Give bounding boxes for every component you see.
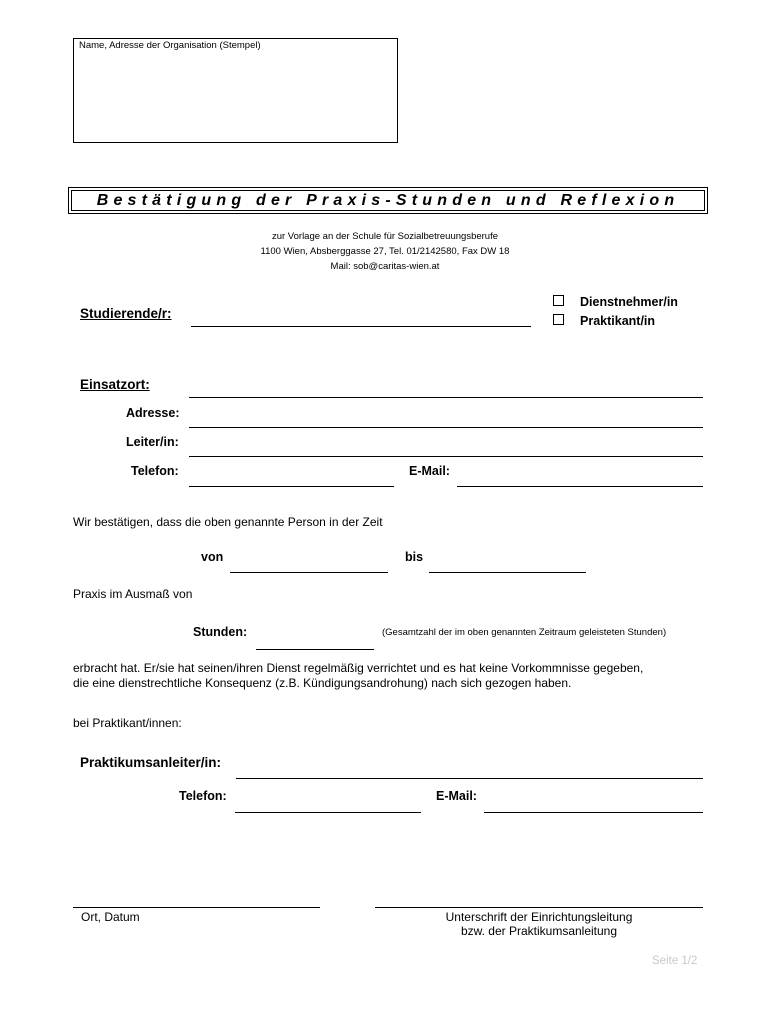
einsatzort-email-field[interactable]	[457, 486, 703, 487]
einsatzort-field[interactable]	[189, 397, 703, 398]
anleiter-label: Praktikumsanleiter/in:	[80, 755, 222, 770]
leiter-label: Leiter/in:	[126, 435, 179, 449]
praktikant-section-text: bei Praktikant/innen:	[73, 716, 182, 730]
stamp-box-label: Name, Adresse der Organisation (Stempel)	[79, 40, 261, 51]
form-title: Bestätigung der Praxis-Stunden und Reflexion	[71, 190, 705, 211]
ort-datum-label: Ort, Datum	[81, 910, 140, 924]
student-name-field[interactable]	[191, 326, 531, 327]
school-mail-line: Mail: sob@caritas-wien.at	[330, 261, 440, 272]
signature-label-line-1: Unterschrift der Einrichtungsleitung	[445, 910, 633, 924]
page-number: Seite 1/2	[652, 955, 698, 967]
praxis-text: Praxis im Ausmaß von	[73, 587, 193, 601]
student-label: Studierende/r:	[80, 306, 172, 321]
stunden-hint: (Gesamtzahl der im oben genannten Zeitraum geleisteten Stunden)	[382, 627, 667, 638]
anleiter-telefon-field[interactable]	[235, 812, 421, 813]
erbracht-line-1: erbracht hat. Er/sie hat seinen/ihren Dienst regelmäßig verrichtet und es hat keine Vorkommnisse gegeben,	[73, 661, 644, 675]
organisation-stamp-box[interactable]	[73, 38, 398, 143]
form-title-box	[68, 187, 708, 214]
von-label: von	[201, 550, 224, 564]
bis-date-field[interactable]	[429, 572, 586, 573]
stunden-label: Stunden:	[193, 625, 248, 639]
bis-label: bis	[405, 550, 424, 564]
stunden-field[interactable]	[256, 649, 374, 650]
erbracht-line-2: die eine dienstrechtliche Konsequenz (z.B. Kündigungsandrohung) nach sich gezogen haben.	[73, 676, 572, 690]
anleiter-email-label: E-Mail:	[436, 789, 477, 803]
einsatzort-telefon-label: Telefon:	[131, 464, 179, 478]
anleiter-telefon-label: Telefon:	[179, 789, 227, 803]
adresse-field[interactable]	[189, 427, 703, 428]
signature-field[interactable]	[375, 907, 703, 908]
school-name-line: zur Vorlage an der Schule für Sozialbetreuungsberufe	[271, 231, 499, 242]
dienstnehmer-checkbox[interactable]	[553, 295, 564, 306]
adresse-label: Adresse:	[126, 406, 180, 420]
signature-label-line-2: bzw. der Praktikumsanleitung	[460, 924, 618, 938]
praktikant-checkbox[interactable]	[553, 314, 564, 325]
einsatzort-telefon-field[interactable]	[189, 486, 394, 487]
einsatzort-email-label: E-Mail:	[409, 464, 450, 478]
anleiter-email-field[interactable]	[484, 812, 703, 813]
dienstnehmer-label: Dienstnehmer/in	[580, 295, 678, 309]
leiter-field[interactable]	[189, 456, 703, 457]
von-date-field[interactable]	[230, 572, 388, 573]
ort-datum-field[interactable]	[73, 907, 320, 908]
anleiter-field[interactable]	[236, 778, 703, 779]
einsatzort-label: Einsatzort:	[80, 377, 150, 392]
confirmation-text: Wir bestätigen, dass die oben genannte Person in der Zeit	[73, 515, 383, 529]
school-address-line: 1100 Wien, Absberggasse 27, Tel. 01/2142580, Fax DW 18	[260, 246, 510, 257]
praktikant-label: Praktikant/in	[580, 314, 656, 328]
